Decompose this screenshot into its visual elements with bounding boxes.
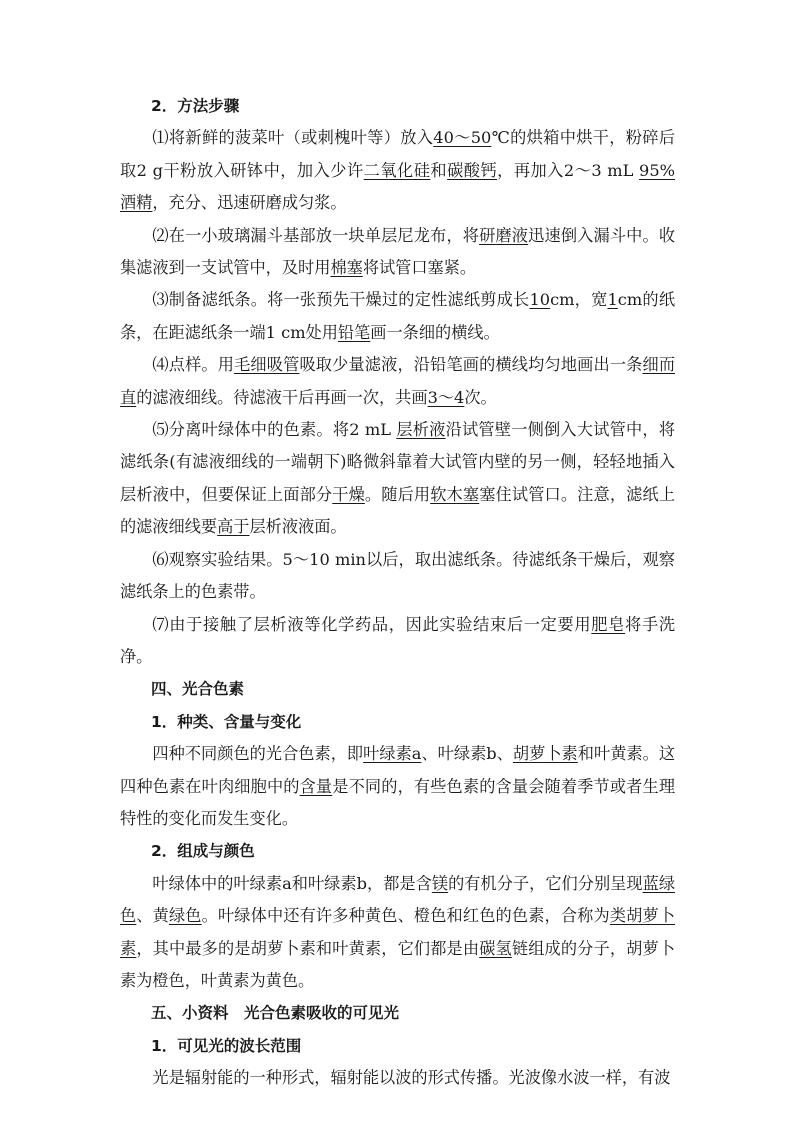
text-run: ，充分、迅速研磨成匀浆。	[152, 193, 347, 213]
text-run: 2．方法步骤	[151, 97, 240, 115]
text-run: ⑵在一小玻璃漏斗基部放一块单层尼龙布，将	[152, 225, 480, 245]
text-run: 迅速倒入漏斗中。收集滤液到一支试管中，及时用	[120, 225, 676, 278]
underlined-term: 40～50	[433, 128, 492, 148]
text-run: 光是辐射能的一种形式，辐射能以波的形式传播。光波像水波一样，有波	[152, 1068, 671, 1088]
text-run: ⑸分离叶绿体中的色素。将2 mL	[152, 420, 397, 440]
underlined-term: 含量	[299, 776, 333, 796]
paragraph	[120, 414, 675, 544]
text-run: 1．可见光的波长范围	[151, 1036, 302, 1055]
text-run: cm，宽	[550, 290, 608, 310]
section-heading	[120, 673, 675, 705]
text-run: 、黄	[136, 906, 169, 926]
section-heading	[120, 90, 675, 122]
text-run: ⑶制备滤纸条。将一张预先干燥过的定性滤纸剪成长	[152, 290, 530, 310]
text-run: 塞住试管口。注意，滤纸上的滤液细线要	[120, 484, 676, 537]
text-run: 将试管口塞紧。	[362, 258, 477, 278]
text-run: 层析液液面。	[249, 517, 347, 537]
underlined-term: 棉塞	[330, 258, 363, 278]
text-run: cm的纸条，在距滤纸条一端1 cm处用	[120, 290, 676, 342]
underlined-term: 绿色	[168, 906, 202, 926]
text-run: 是不同的，有些色素的含量会随着季节或者生理特性的变化而发生变化。	[120, 776, 676, 828]
underlined-term: 碳酸钙	[447, 160, 498, 180]
text-run: ，再加入2～3 mL	[497, 160, 640, 180]
section-heading	[120, 706, 675, 738]
underlined-term: 蓝绿色	[120, 873, 676, 926]
paragraph	[120, 220, 675, 285]
paragraph	[120, 738, 675, 835]
text-run: ⑹观察实验结果。5～10 min以后，取出滤纸条。待滤纸条干燥后，观察滤纸条上的色素带。	[120, 549, 675, 602]
underlined-term: 毛细吸管	[234, 355, 300, 375]
text-run: 和	[430, 160, 448, 180]
text-run: 将手洗净。	[120, 614, 676, 666]
text-run: 链组成的分子，胡萝卜素为橙色，叶黄素为黄色。	[120, 938, 676, 990]
paragraph	[120, 122, 675, 219]
text-run: 1．种类、含量与变化	[151, 712, 302, 731]
underlined-term: 95%酒精	[120, 160, 676, 213]
paragraph	[120, 609, 675, 674]
section-heading	[120, 1030, 675, 1062]
underlined-term: 碳氢	[479, 938, 512, 958]
underlined-term: 10	[529, 290, 551, 310]
text-run: 的有机分子，它们分别呈现	[448, 873, 643, 893]
paragraph	[120, 1062, 675, 1094]
paragraph	[120, 349, 675, 414]
text-run: 四、光合色素	[151, 680, 245, 699]
text-run: 和叶黄素。这四种色素在叶肉细胞中的	[120, 744, 676, 796]
section-heading	[120, 997, 675, 1029]
text-run: ，其中最多的是胡萝卜素和叶黄素，它们都是由	[136, 938, 480, 958]
underlined-term: 叶绿素a	[363, 744, 422, 764]
underlined-term: 层析液	[396, 420, 446, 440]
text-run: 的滤液细线。待滤液干后再画一次，共画	[136, 387, 428, 407]
underlined-term: 镁	[431, 873, 449, 893]
text-run: ⑷点样。用	[152, 355, 235, 375]
underlined-term: 干燥	[332, 484, 365, 504]
text-run: 沿试管壁一侧倒入大试管中，将滤纸条(有滤液细线的一端朝下)略微斜靠着大试管内壁的另一侧，轻轻地插入层析液中，但要保证上面部分	[120, 420, 676, 504]
underlined-term: 软木塞	[430, 484, 480, 504]
text-run: ⑴将新鲜的菠菜叶（或刺槐叶等）放入	[152, 128, 434, 148]
text-run: 次。	[464, 387, 497, 407]
text-run: 、叶绿素b、	[421, 744, 513, 764]
underlined-term: 研磨液	[479, 225, 529, 245]
text-run: 四种不同颜色的光合色素，即	[152, 744, 364, 764]
text-run: 叶绿体中的叶绿素a和叶绿素b，都是含	[152, 873, 432, 893]
underlined-term: 类胡萝卜素	[120, 906, 676, 958]
underlined-term: 1	[607, 290, 618, 310]
underlined-term: 高于	[217, 517, 250, 537]
paragraph	[120, 868, 675, 998]
paragraph	[120, 544, 675, 609]
text-run: ⑺由于接触了层析液等化学药品，因此实验结束后一定要用	[152, 614, 592, 634]
paragraph	[120, 284, 675, 349]
text-run: 2．组成与颜色	[151, 842, 255, 861]
text-run: ℃的烘箱中烘干，粉碎后取2 g干粉放入研钵中，加入少许	[120, 128, 676, 180]
underlined-term: 细而直	[120, 355, 676, 407]
text-run: 。随后用	[364, 484, 431, 504]
text-run: 画一条细的横线。	[370, 322, 500, 342]
underlined-term: 铅笔	[337, 322, 371, 342]
text-run: 。叶绿体中还有许多种黄色、橙色和红色的色素，合称为	[201, 906, 610, 926]
text-run: 吸取少量滤液，沿铅笔画的横线均匀地画出一条	[299, 355, 643, 375]
section-heading	[120, 835, 675, 867]
underlined-term: 二氧化硅	[363, 160, 431, 180]
document-page	[120, 90, 675, 1095]
underlined-term: 3～4	[427, 387, 465, 407]
text-run: 五、小资料 光合色素吸收的可见光	[151, 1004, 400, 1023]
underlined-term: 胡萝卜素	[512, 744, 578, 764]
underlined-term: 肥皂	[591, 614, 626, 634]
